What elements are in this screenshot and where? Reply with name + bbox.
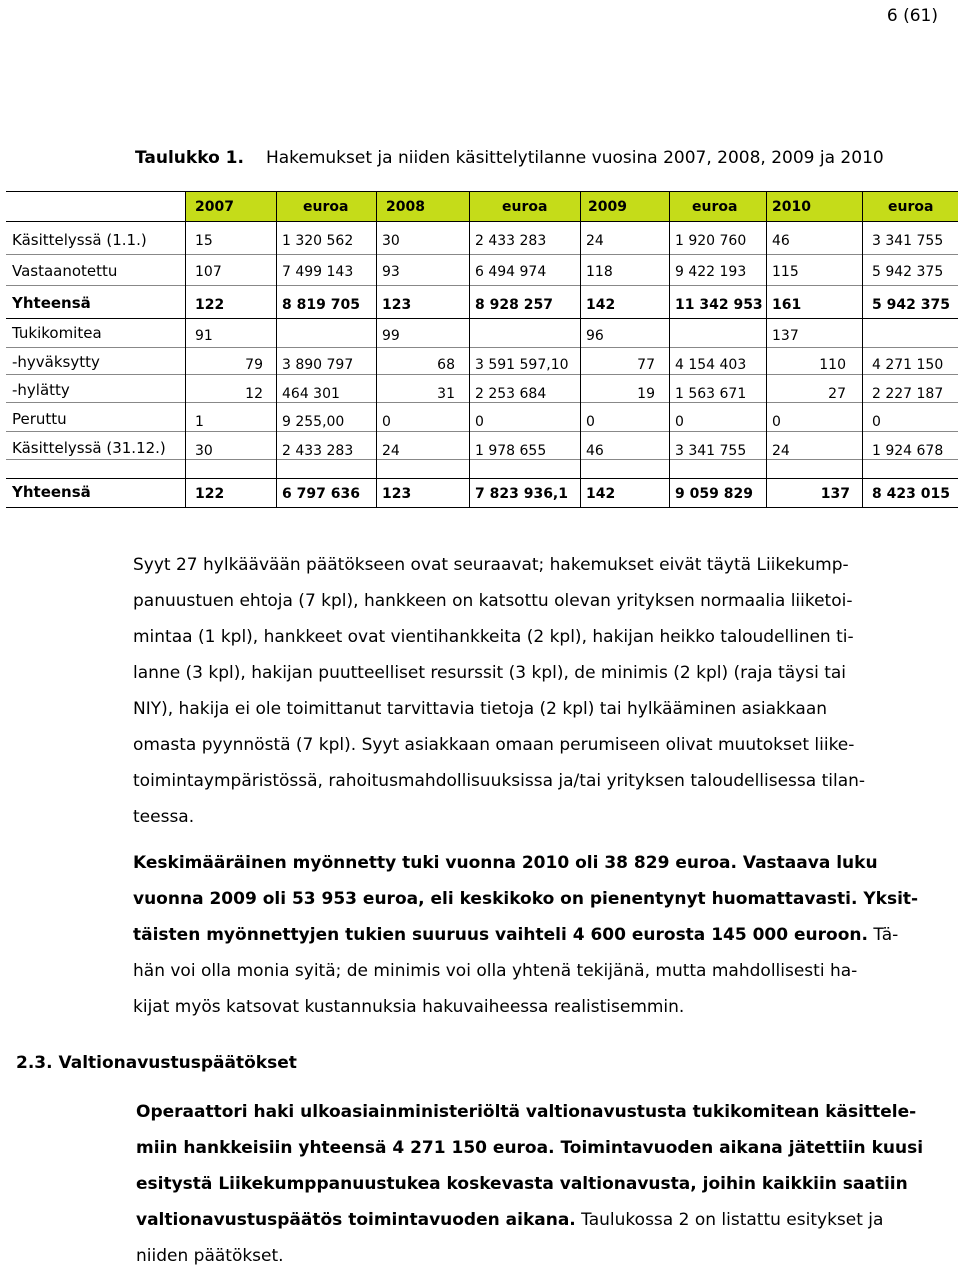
table-cell: 46	[586, 443, 604, 459]
table-cell: 122	[195, 486, 225, 502]
table-cell: 0	[872, 414, 881, 430]
row-label: Yhteensä	[12, 483, 91, 501]
table-cell: 27	[828, 386, 846, 402]
row-label: Yhteensä	[12, 294, 91, 312]
header-euroa-2007: euroa	[303, 199, 349, 215]
table-cell: 2 433 283	[282, 443, 354, 459]
table-cell: 142	[586, 297, 616, 313]
table-cell: 1	[195, 414, 204, 430]
table-cell: 31	[437, 386, 455, 402]
table-cell: 3 890 797	[282, 357, 354, 373]
applications-table	[6, 191, 958, 508]
table-cell: 99	[382, 328, 400, 344]
table-cell: 137	[772, 328, 799, 344]
table-cell: 1 320 562	[282, 233, 354, 249]
table-cell: 161	[772, 297, 802, 313]
paragraph-bold-text: valtionavustuspäätös toimintavuoden aikana.	[136, 1210, 576, 1230]
table-cell: 96	[586, 328, 604, 344]
paragraph-line: teessa.	[133, 807, 195, 827]
table-cell: 3 591 597,10	[475, 357, 569, 373]
table-cell: 46	[772, 233, 790, 249]
paragraph-line: niiden päätökset.	[136, 1246, 284, 1266]
state-grant-paragraph	[136, 1094, 923, 1274]
table-cell: 0	[675, 414, 684, 430]
table-cell: 91	[195, 328, 213, 344]
table-cell: 118	[586, 264, 613, 280]
header-euroa-2010: euroa	[888, 199, 934, 215]
table-cell: 30	[382, 233, 400, 249]
paragraph-line: kijat myös katsovat kustannuksia hakuvaiheessa realistisemmin.	[133, 997, 685, 1017]
table-cell: 137	[820, 486, 850, 502]
table-cell: 3 341 755	[872, 233, 944, 249]
table-cell: 24	[586, 233, 604, 249]
table-cell: 0	[475, 414, 484, 430]
table-cell: 0	[586, 414, 595, 430]
rejection-reasons-paragraph	[133, 547, 865, 835]
paragraph-text: Taulukossa 2 on listattu esitykset ja	[575, 1210, 884, 1230]
table-cell: 4 271 150	[872, 357, 944, 373]
paragraph-line: panuustuen ehtoja (7 kpl), hankkeen on katsottu olevan yrityksen normaalia liiketoi-	[133, 591, 853, 611]
paragraph-line	[133, 917, 918, 953]
table-cell: 123	[382, 486, 412, 502]
paragraph-line: lanne (3 kpl), hakijan puutteelliset resurssit (3 kpl), de minimis (2 kpl) (raja täysi tai	[133, 663, 847, 683]
header-2010: 2010	[772, 199, 811, 215]
table-cell: 79	[245, 357, 263, 373]
header-2008: 2008	[386, 199, 425, 215]
table-cell: 115	[772, 264, 799, 280]
table-cell: 8 423 015	[872, 486, 950, 502]
table-cell: 15	[195, 233, 213, 249]
table-cell: 30	[195, 443, 213, 459]
paragraph-line: Operaattori haki ulkoasiainministeriöltä valtionavustusta tukikomitean käsittele-	[136, 1102, 917, 1122]
table-cell: 9 422 193	[675, 264, 747, 280]
table-cell: 68	[437, 357, 455, 373]
table-cell: 5 942 375	[872, 297, 950, 313]
paragraph-line: hän voi olla monia syitä; de minimis voi olla yhtenä tekijänä, mutta mahdollisesti ha-	[133, 961, 858, 981]
table-cell: 6 494 974	[475, 264, 547, 280]
table-cell: 122	[195, 297, 225, 313]
table-cell: 1 924 678	[872, 443, 944, 459]
paragraph-line	[136, 1202, 923, 1238]
row-label: Tukikomitea	[12, 324, 102, 342]
table-cell: 0	[382, 414, 391, 430]
table-caption-label: Taulukko 1.	[135, 148, 244, 168]
table-cell: 5 942 375	[872, 264, 944, 280]
table-cell: 1 920 760	[675, 233, 747, 249]
paragraph-line: Syyt 27 hylkäävään päätökseen ovat seuraavat; hakemukset eivät täytä Liikekump-	[133, 555, 849, 575]
row-label: Vastaanotettu	[12, 262, 118, 280]
table-cell: 12	[245, 386, 263, 402]
table-cell: 24	[772, 443, 790, 459]
paragraph-line: mintaa (1 kpl), hankkeet ovat vientihankkeita (2 kpl), hakijan heikko taloudellinen ti-	[133, 627, 854, 647]
row-label: Peruttu	[12, 410, 67, 428]
section-heading: 2.3. Valtionavustuspäätökset	[16, 1053, 297, 1073]
table-cell: 0	[772, 414, 781, 430]
table-cell: 464 301	[282, 386, 340, 402]
row-label: Käsittelyssä (31.12.)	[12, 439, 166, 457]
paragraph-line: esitystä Liikekumppanuustukea koskevasta valtionavusta, joihin kaikkiin saatiin	[136, 1174, 908, 1194]
table-cell: 9 059 829	[675, 486, 753, 502]
table-cell: 11 342 953	[675, 297, 763, 313]
table-cell: 2 253 684	[475, 386, 547, 402]
table-cell: 93	[382, 264, 400, 280]
table-cell: 3 341 755	[675, 443, 747, 459]
average-grant-paragraph	[133, 845, 918, 1025]
header-euroa-2008: euroa	[502, 199, 548, 215]
table-cell: 8 928 257	[475, 297, 553, 313]
row-label: Käsittelyssä (1.1.)	[12, 231, 147, 249]
table-cell: 123	[382, 297, 412, 313]
header-2009: 2009	[588, 199, 627, 215]
table-cell: 2 433 283	[475, 233, 547, 249]
table-cell: 1 563 671	[675, 386, 747, 402]
table-cell: 7 499 143	[282, 264, 354, 280]
paragraph-text: Tä-	[867, 925, 899, 945]
paragraph-line: Keskimääräinen myönnetty tuki vuonna 2010 oli 38 829 euroa. Vastaava luku	[133, 853, 878, 873]
paragraph-line: NIY), hakija ei ole toimittanut tarvittavia tietoja (2 kpl) tai hylkääminen asiakkaan	[133, 699, 828, 719]
table-header-background	[185, 191, 958, 221]
header-2007: 2007	[195, 199, 234, 215]
table-cell: 8 819 705	[282, 297, 360, 313]
row-label: -hyväksytty	[12, 353, 100, 371]
table-caption-text: Hakemukset ja niiden käsittelytilanne vuosina 2007, 2008, 2009 ja 2010	[265, 148, 884, 168]
paragraph-line: miin hankkeisiin yhteensä 4 271 150 euroa. Toimintavuoden aikana jätettiin kuusi	[136, 1138, 924, 1158]
table-cell: 77	[637, 357, 655, 373]
paragraph-line: omasta pyynnöstä (7 kpl). Syyt asiakkaan omaan perumiseen olivat muutokset liike-	[133, 735, 855, 755]
paragraph-bold-text: täisten myönnettyjen tukien suuruus vaihteli 4 600 eurosta 145 000 euroon.	[133, 925, 868, 945]
table-cell: 9 255,00	[282, 414, 345, 430]
page-number: 6 (61)	[886, 6, 938, 26]
paragraph-line: toimintaympäristössä, rahoitusmahdollisuuksissa ja/tai yrityksen taloudellisessa tilan-	[133, 771, 866, 791]
header-euroa-2009: euroa	[692, 199, 738, 215]
table-cell: 1 978 655	[475, 443, 547, 459]
table-cell: 110	[819, 357, 846, 373]
table-cell: 7 823 936,1	[475, 486, 568, 502]
table-caption	[135, 148, 884, 168]
table-cell: 6 797 636	[282, 486, 360, 502]
table-cell: 107	[195, 264, 222, 280]
table-cell: 4 154 403	[675, 357, 747, 373]
table-cell: 19	[637, 386, 655, 402]
paragraph-line: vuonna 2009 oli 53 953 euroa, eli keskikoko on pienentynyt huomattavasti. Yksit-	[133, 889, 919, 909]
row-label: -hylätty	[12, 381, 70, 399]
table-cell: 142	[586, 486, 616, 502]
table-cell: 2 227 187	[872, 386, 944, 402]
table-cell: 24	[382, 443, 400, 459]
